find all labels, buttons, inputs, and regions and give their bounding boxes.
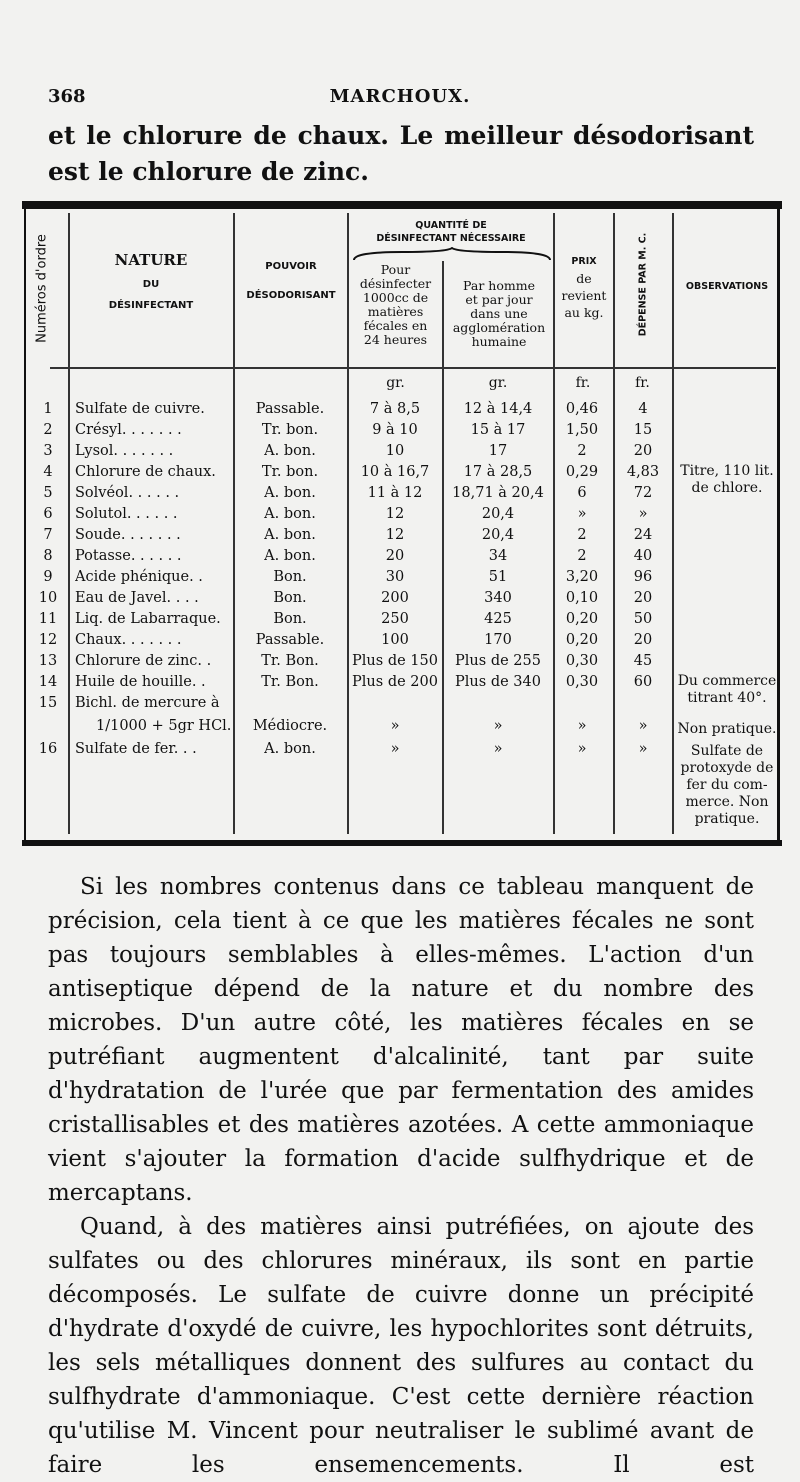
row-q1: 200 [381, 590, 409, 606]
row-q2: » [493, 741, 503, 757]
row-name: Lysol. . . . . . . [75, 443, 174, 459]
row-name: 1/1000 + 5gr HCl. [96, 718, 232, 734]
row-name: Sulfate de fer. . . [75, 741, 197, 757]
header-depense: DÉPENSE PAR M. C. [637, 232, 649, 337]
row-depense: 15 [633, 422, 653, 438]
disinfectant-table [22, 201, 782, 846]
header-q1-line: 24 heures [363, 332, 428, 347]
row-pouvoir: A. bon. [264, 443, 316, 459]
header-quantite [349, 219, 553, 245]
row-prix: 0,30 [565, 653, 599, 669]
table-row [22, 546, 782, 567]
header-nature-line1: NATURE [114, 251, 188, 269]
row-depense: 40 [633, 548, 653, 564]
observation-line: protoxyde de [680, 760, 774, 776]
row-q1: 7 à 8,5 [369, 401, 421, 417]
table-row [22, 483, 782, 504]
header-quantite-line2: DÉSINFECTANT NÉCESSAIRE [376, 233, 526, 244]
header-q2-line: dans une [470, 306, 528, 321]
row-number: 7 [43, 527, 53, 543]
row-depense: 4 [638, 401, 648, 417]
row-depense: 72 [633, 485, 653, 501]
row-q2: 17 à 28,5 [463, 464, 533, 480]
row-name: Sulfate de cuivre. [75, 401, 205, 417]
table-row [22, 399, 782, 420]
row-prix: 2 [577, 443, 587, 459]
table-row [22, 462, 782, 483]
row-pouvoir: Tr. Bon. [261, 653, 319, 669]
row-prix: » [577, 718, 587, 734]
row-number: 13 [38, 653, 58, 669]
row-number: 9 [43, 569, 53, 585]
header-pouvoir [235, 261, 347, 301]
table-row [22, 630, 782, 651]
row-number: 15 [38, 695, 58, 711]
row-depense: » [638, 506, 648, 522]
row-name: Bichl. de mercure à [75, 695, 220, 711]
observation-line: Sulfate de [690, 743, 764, 759]
page-number: 368 [48, 86, 86, 107]
table-row [22, 504, 782, 525]
unit-prix: fr. [575, 375, 591, 391]
table-top-border [22, 201, 782, 209]
row-q2: » [493, 718, 503, 734]
row-pouvoir: Médiocre. [252, 718, 328, 734]
row-number: 6 [43, 506, 53, 522]
body-text [48, 870, 754, 1482]
header-prix-line: au kg. [564, 305, 604, 320]
observation-sulfate-fer [674, 743, 780, 828]
row-q1: 9 à 10 [372, 422, 418, 438]
row-number: 3 [43, 443, 53, 459]
observation-line: Non pratique. [677, 721, 777, 737]
header-prix-line: de [576, 271, 592, 286]
row-pouvoir: Tr. Bon. [261, 674, 319, 690]
row-name: Solvéol. . . . . . [75, 485, 180, 501]
row-depense: 20 [633, 590, 653, 606]
row-q2: 170 [484, 632, 512, 648]
row-q1: » [390, 741, 400, 757]
table-row [22, 567, 782, 588]
row-q2: 12 à 14,4 [463, 401, 533, 417]
row-number: 16 [38, 741, 58, 757]
header-q2-line: et par jour [465, 292, 533, 307]
row-number: 2 [43, 422, 53, 438]
header-q1-line: Pour [380, 262, 411, 277]
row-depense: 20 [633, 443, 653, 459]
row-number: 11 [38, 611, 58, 627]
row-pouvoir: A. bon. [264, 527, 316, 543]
header-q1-line: 1000cc de [362, 290, 429, 305]
row-number: 1 [43, 401, 53, 417]
row-number: 4 [43, 464, 53, 480]
row-pouvoir: Bon. [273, 569, 307, 585]
table-row [22, 693, 782, 714]
row-name: Chlorure de chaux. [75, 464, 216, 480]
row-q1: » [390, 718, 400, 734]
unit-depense: fr. [635, 375, 650, 391]
page-header [48, 86, 752, 112]
row-prix: 0,46 [565, 401, 599, 417]
row-depense: 45 [633, 653, 653, 669]
row-pouvoir: Passable. [255, 632, 325, 648]
table-row [22, 716, 782, 737]
table-row [22, 525, 782, 546]
running-title: MARCHOUX. [329, 86, 471, 107]
row-pouvoir: A. bon. [264, 741, 316, 757]
row-prix: 0,29 [565, 464, 599, 480]
row-prix: 0,20 [565, 611, 599, 627]
row-prix: 2 [577, 527, 587, 543]
table-row [22, 672, 782, 693]
row-q2: 34 [488, 548, 508, 564]
observation-chlorure-chaux [674, 463, 780, 497]
header-q1-line: désinfecter [359, 276, 432, 291]
observation-line: Titre, 110 lit. [680, 463, 774, 479]
brace-icon [352, 247, 552, 263]
row-pouvoir: Tr. bon. [261, 422, 319, 438]
header-quantite-line1: QUANTITÉ DE [415, 220, 487, 231]
header-prix [554, 253, 614, 321]
row-pouvoir: Passable. [255, 401, 325, 417]
header-q2-line: agglomération [452, 320, 546, 335]
header-q1 [349, 263, 442, 347]
row-depense: 20 [633, 632, 653, 648]
row-prix: 0,30 [565, 674, 599, 690]
header-prix-line: revient [561, 288, 607, 303]
table-row [22, 609, 782, 630]
row-q1: Plus de 200 [352, 674, 438, 690]
row-q1: 100 [381, 632, 409, 648]
row-depense: 96 [633, 569, 653, 585]
row-depense: 4,83 [626, 464, 660, 480]
observation-line: Du commerce [677, 673, 777, 689]
row-name: Chlorure de zinc. . [75, 653, 212, 669]
row-depense: 50 [633, 611, 653, 627]
row-number: 5 [43, 485, 53, 501]
row-name: Soude. . . . . . . [75, 527, 181, 543]
observation-line: merce. Non [685, 794, 769, 810]
row-number: 12 [38, 632, 58, 648]
row-prix: 6 [577, 485, 587, 501]
row-q1: 250 [381, 611, 409, 627]
row-depense: 60 [633, 674, 653, 690]
row-name: Liq. de Labarraque. [75, 611, 221, 627]
row-q2: Plus de 340 [455, 674, 541, 690]
row-name: Potasse. . . . . . [75, 548, 182, 564]
row-q1: 10 à 16,7 [360, 464, 430, 480]
row-pouvoir: Bon. [273, 611, 307, 627]
row-prix: 3,20 [565, 569, 599, 585]
header-q2 [444, 279, 554, 349]
row-q2: 51 [488, 569, 508, 585]
row-q2: 340 [484, 590, 512, 606]
row-q1: 10 [385, 443, 405, 459]
row-depense: 24 [633, 527, 653, 543]
table-row [22, 588, 782, 609]
row-q2: 17 [488, 443, 508, 459]
row-q2: 20,4 [481, 506, 515, 522]
header-prix-line: PRIX [571, 256, 597, 267]
row-prix: 0,10 [565, 590, 599, 606]
observation-mercure [674, 721, 780, 738]
row-number: 10 [38, 590, 58, 606]
row-prix: » [577, 506, 587, 522]
row-pouvoir: A. bon. [264, 485, 316, 501]
row-pouvoir: Tr. bon. [261, 464, 319, 480]
observation-line: titrant 40°. [687, 690, 767, 706]
row-number: 14 [38, 674, 58, 690]
row-q1: 30 [385, 569, 405, 585]
header-q2-line: Par homme [463, 278, 535, 293]
observation-chlorure-zinc [674, 673, 780, 707]
paragraph-1: Si les nombres contenus dans ce tableau manquent de précision, cela tient à ce que les matières fécales ne sont pas toujours semblables à elles-mêmes. L'action d'un antiseptique dépend de la nature et du nombre des microbes. D'un autre côté, les matières fécales en se putréfiant augmentent d'alcalinité, tant par suite d'hydratation de l'urée que par fermentation des amides cristallisables et des matières azotées. A cette ammoniaque vient s'ajouter la formation d'acide sulfhydrique et de mercaptans. [48, 874, 754, 1206]
header-q1-line: fécales en [363, 318, 428, 333]
row-name: Chaux. . . . . . . [75, 632, 182, 648]
header-pouvoir-line1: POUVOIR [265, 261, 317, 272]
row-q1: Plus de 150 [352, 653, 438, 669]
row-name: Huile de houille. . [75, 674, 206, 690]
row-prix: 1,50 [565, 422, 599, 438]
table-row [22, 739, 782, 760]
header-rule [50, 367, 776, 369]
table-row [22, 441, 782, 462]
row-pouvoir: Bon. [273, 590, 307, 606]
header-q2-line: humaine [471, 334, 527, 349]
row-q1: 12 [385, 527, 405, 543]
row-q2: 18,71 à 20,4 [452, 485, 544, 501]
row-prix: 0,20 [565, 632, 599, 648]
row-name: Acide phénique. . [75, 569, 203, 585]
row-number: 8 [43, 548, 53, 564]
row-q2: 15 à 17 [470, 422, 526, 438]
unit-q1: gr. [386, 375, 405, 391]
row-q2: 20,4 [481, 527, 515, 543]
row-q2: 425 [484, 611, 512, 627]
intro-paragraph: et le chlorure de chaux. Le meilleur désodorisant est le chlorure de zinc. [48, 121, 754, 186]
row-pouvoir: A. bon. [264, 506, 316, 522]
paragraph-2: Quand, à des matières ainsi putréfiées, on ajoute des sulfates ou des chlorures minéraux, ils sont en partie décomposés. Le sulfate de cuivre donne un précipité d'hydrate d'oxydé de cuivre, les hypochlorites sont détruits, les sels métalliques donnent des sulfures au contact du sulfhydrate d'ammoniaque. C'est cette dernière réaction qu'utilise M. Vincent pour neutraliser le sublimé avant de faire les ensemencements. Il est [48, 1214, 754, 1478]
table-row [22, 651, 782, 672]
row-q2: Plus de 255 [455, 653, 541, 669]
row-name: Solutol. . . . . . [75, 506, 178, 522]
observation-line: fer du com- [686, 777, 768, 793]
row-q1: 20 [385, 548, 405, 564]
observation-line: de chlore. [691, 480, 763, 496]
header-pouvoir-line2: DÉSODORISANT [246, 290, 336, 301]
observation-line: pratique. [694, 811, 760, 827]
header-numeros: Numéros d'ordre [34, 234, 50, 343]
header-observations: OBSERVATIONS [685, 281, 769, 292]
header-q1-line: matières [367, 304, 424, 319]
row-depense: » [638, 741, 648, 757]
row-prix: » [577, 741, 587, 757]
row-q1: 11 à 12 [367, 485, 423, 501]
table-row [22, 420, 782, 441]
unit-q2: gr. [488, 375, 508, 391]
header-nature-line3: DÉSINFECTANT [108, 300, 194, 311]
table-bottom-border [22, 840, 782, 846]
header-nature [70, 251, 232, 311]
row-prix: 2 [577, 548, 587, 564]
intro-text [48, 118, 754, 190]
row-pouvoir: A. bon. [264, 548, 316, 564]
row-q1: 12 [385, 506, 405, 522]
row-name: Crésyl. . . . . . . [75, 422, 182, 438]
header-nature-line2: DU [142, 279, 160, 290]
row-name: Eau de Javel. . . . [75, 590, 199, 606]
row-depense: » [638, 718, 648, 734]
